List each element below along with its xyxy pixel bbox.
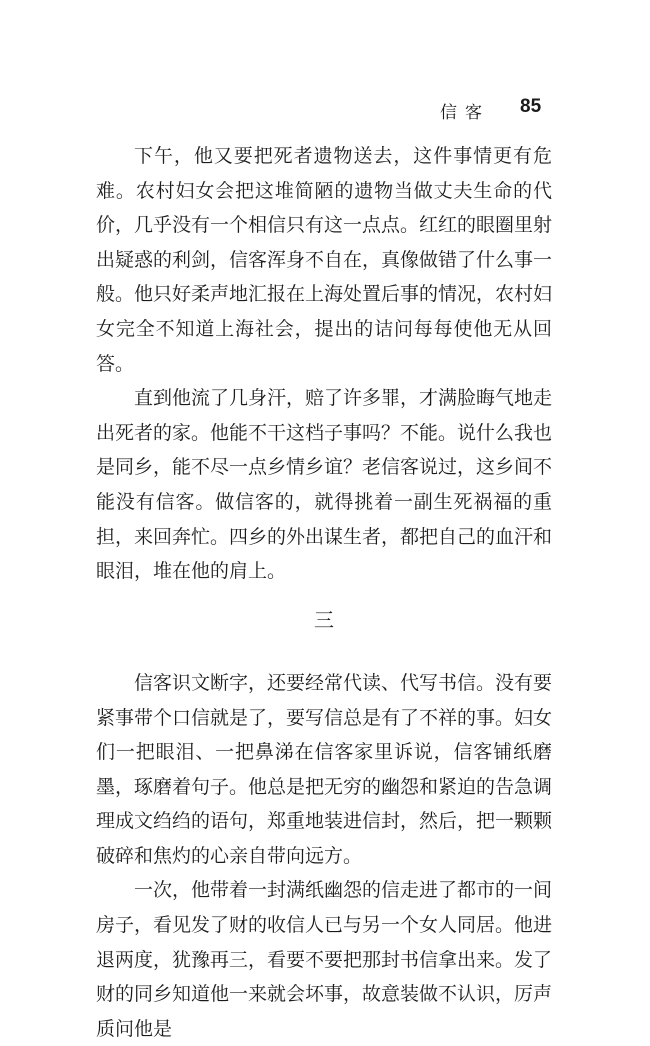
paragraph: 信客识文断字，还要经常代读、代写书信。没有要紧事带个口信就是了，要写信总是有了不祥的事。妇女们一把眼泪、一把鼻涕在信客家里诉说，信客铺纸磨墨，琢磨着句子。他总是把无穷的幽怨和紧迫的告急调理成文绉绉的语句，郑重地装进信封，然后，把一颗颗破碎和焦灼的心亲自带向远方。 bbox=[96, 671, 553, 867]
paragraph: 一次，他带着一封满纸幽怨的信走进了都市的一间房子，看见发了财的收信人已与另一个女人同居。他进退两度，犹豫再三，看要不要把那封书信拿出来。发了财的同乡知道他一来就会坏事，故意装做不认识，厉声质问他是 bbox=[96, 879, 553, 1040]
page-number: 85 bbox=[520, 96, 542, 117]
body-text bbox=[96, 139, 552, 1046]
page-header bbox=[0, 96, 650, 124]
paragraph: 直到他流了几身汗，赔了许多罪，才满脸晦气地走出死者的家。他能不干这档子事吗？不能。说什么我也是同乡，能不尽一点乡情乡谊？老信客说过，这乡间不能没有信客。做信客的，就得挑着一副生死祸福的重担，来回奔忙。四乡的外出谋生者，都把自己的血汗和眼泪，堆在他的肩上。 bbox=[96, 387, 553, 583]
paragraph: 下午，他又要把死者遗物送去，这件事情更有危难。农村妇女会把这堆简陋的遗物当做丈夫生命的代价，几乎没有一个相信只有这一点点。红红的眼圈里射出疑惑的利剑，信客浑身不自在，真像做错了什么事一般。他只好柔声地汇报在上海处置后事的情况，农村妇女完全不知道上海社会，提出的诘问每每使他无从回答。 bbox=[96, 145, 553, 375]
section-heading: 三 bbox=[314, 608, 334, 633]
running-title: 信客 bbox=[440, 103, 490, 123]
